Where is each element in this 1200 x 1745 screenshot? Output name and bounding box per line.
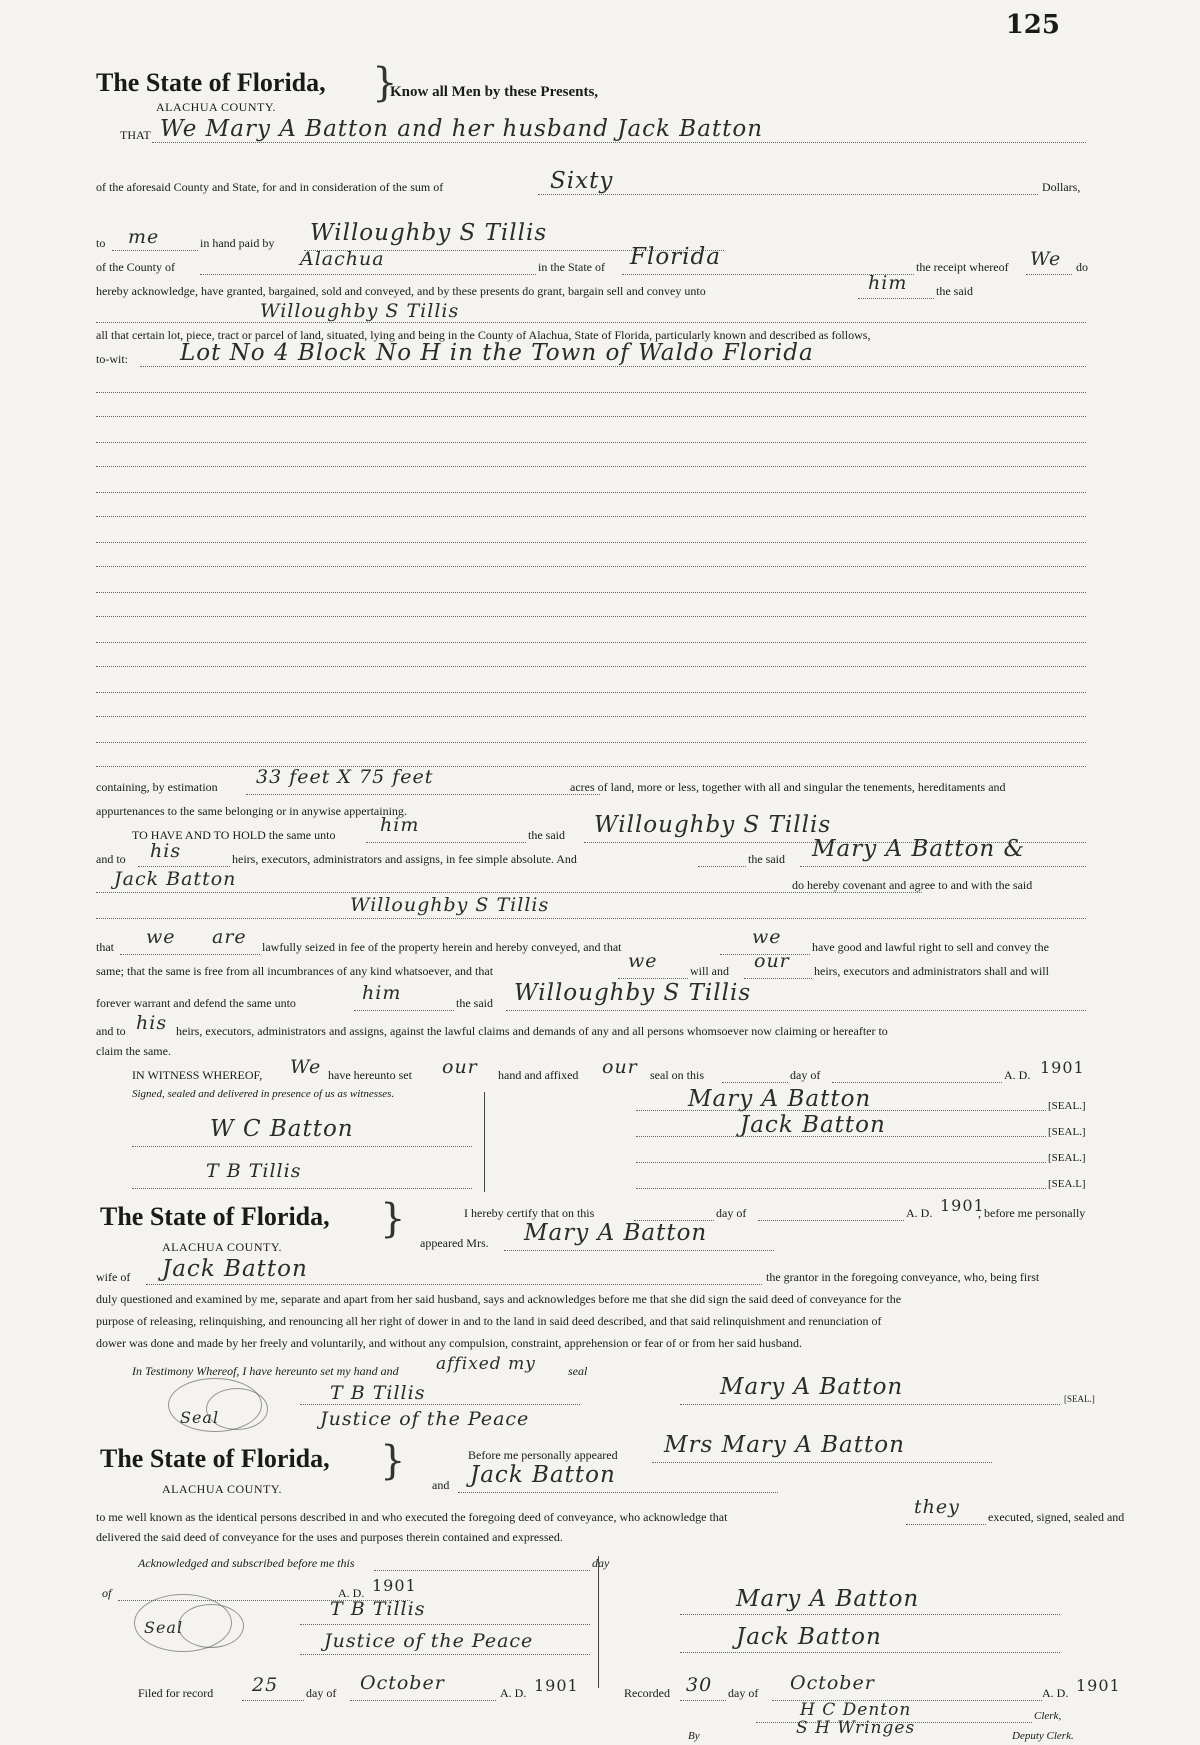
cert2-signer-1: Mary A Batton	[736, 1586, 920, 1612]
cert2-year: 1901	[372, 1576, 417, 1595]
our-value: our	[754, 950, 790, 972]
will-and: will and	[690, 964, 729, 978]
seized-text: lawfully seized in fee of the property herein and hereby conveyed, and that	[262, 940, 622, 954]
covenantors-1: Mary A Batton &	[812, 836, 1026, 862]
cert2-brace: }	[380, 1438, 406, 1484]
seal-1: [SEAL.]	[1048, 1100, 1086, 1112]
cert2-delivered-text: delivered the said deed of conveyance for the uses and purposes therein contained and expressed.	[96, 1530, 563, 1544]
cert2-state-title: The State of Florida,	[100, 1444, 330, 1473]
heirs-text: heirs, executors, administrators and assigns, in fee simple absolute. And	[232, 852, 577, 866]
cert1-para-2: purpose of releasing, relinquishing, and renouncing all her right of dower in and to the land in said deed described, and that said relinquishment and renunciation of	[96, 1314, 882, 1328]
witness-we: We	[290, 1056, 322, 1078]
claim-text: claim the same.	[96, 1044, 171, 1058]
clerk-label: Clerk,	[1034, 1710, 1062, 1722]
seal-2: [SEAL.]	[1048, 1126, 1086, 1138]
containing-value: 33 feet X 75 feet	[256, 766, 434, 788]
cert2-before-text: Before me personally appeared	[468, 1448, 618, 1462]
recorded-day-of: day of	[728, 1686, 759, 1700]
cert1-state-title: The State of Florida,	[100, 1202, 330, 1231]
cert2-known-text: to me well known as the identical persons described in and who executed the foregoing deed of conveyance, who acknowledge that	[96, 1510, 728, 1524]
cert2-they: they	[914, 1496, 960, 1518]
cert1-para-3: dower was done and made by her freely and voluntarily, and without any compulsion, constraint, apprehension or fear of or from her said husband.	[96, 1336, 803, 1350]
to-wit: to-wit:	[96, 352, 128, 366]
recorded-text: Recorded	[624, 1686, 670, 1700]
that-label: THAT	[120, 128, 151, 142]
cert1-officer-name: T B Tillis	[330, 1382, 426, 1404]
cert1-seal-word: seal	[568, 1364, 588, 1378]
cert2-ad: A. D.	[338, 1586, 365, 1600]
we-value: we	[146, 926, 176, 948]
to-have-text: TO HAVE AND TO HOLD the same unto	[132, 828, 336, 842]
recorded-ad: A. D.	[1042, 1686, 1069, 1700]
cert2-and: and	[432, 1478, 450, 1492]
know-all-men: Know all Men by these Presents,	[390, 84, 599, 100]
witness-1-signature: W C Batton	[210, 1116, 354, 1142]
cert1-ad: A. D.	[906, 1206, 933, 1220]
signer-1-signature: Mary A Batton	[688, 1086, 872, 1112]
witness-divider	[484, 1092, 485, 1192]
recorded-day: 30	[686, 1674, 713, 1696]
against-text: heirs, executors, administrators and assigns, against the lawful claims and demands of any and all persons whomsoever now claiming or hereafter to	[176, 1024, 888, 1038]
we-value-3: we	[628, 950, 658, 972]
and-to-2: and to	[96, 1024, 126, 1038]
page-number: 125	[1005, 10, 1060, 40]
to-value: me	[128, 226, 160, 248]
containing-label: containing, by estimation	[96, 780, 218, 794]
cert1-signature: Mary A Batton	[720, 1374, 904, 1400]
deputy-label: Deputy Clerk.	[1012, 1730, 1074, 1742]
that-label-2: that	[96, 940, 114, 954]
hands-affixed: hand and affixed	[498, 1068, 579, 1082]
witness-day-of: day of	[790, 1068, 821, 1082]
witness-year: 1901	[1040, 1058, 1085, 1077]
cert2-day-word: day	[592, 1556, 610, 1570]
receipt-label: the receipt whereof	[916, 260, 1009, 274]
filed-month: October	[360, 1672, 445, 1694]
seal-3: [SEAL.]	[1048, 1152, 1086, 1164]
header-brace: }	[372, 60, 398, 106]
forever-text: forever warrant and defend the same unto	[96, 996, 296, 1010]
signer-2-signature: Jack Batton	[740, 1112, 886, 1138]
state-value: Florida	[630, 244, 721, 270]
cert1-day-of: day of	[716, 1206, 747, 1220]
to-label: to	[96, 236, 106, 250]
cert2-of-word: of	[102, 1586, 112, 1600]
signed-text: Signed, sealed and delivered in presence of us as witnesses.	[132, 1088, 395, 1100]
clerk-name: H C Denton	[800, 1700, 912, 1720]
covenantors-2: Jack Batton	[114, 868, 237, 890]
heirs-value-2: his	[136, 1012, 168, 1034]
heirs-exec-text: heirs, executors and administrators shall and will	[814, 964, 1049, 978]
the-said-2: the said	[528, 828, 565, 842]
filed-text: Filed for record	[138, 1686, 214, 1700]
receipt-value: We	[1030, 248, 1062, 270]
cert1-appeared-name: Mary A Batton	[524, 1220, 708, 1246]
filed-ad: A. D.	[500, 1686, 527, 1700]
we-value-2: we	[752, 926, 782, 948]
all-that-text: all that certain lot, piece, tract or parcel of land, situated, lying and being in the County of Alachua, State of Florida, particularly known and described as follows,	[96, 328, 871, 342]
grantee-handwritten: Willoughby S Tillis	[310, 220, 548, 246]
cert1-affixed: affixed my	[436, 1354, 536, 1374]
the-said-3: the said	[456, 996, 493, 1010]
cert1-husband: Jack Batton	[162, 1256, 308, 1282]
witness-our-2: our	[602, 1056, 638, 1078]
description-handwritten: Lot No 4 Block No H in the Town of Waldo Florida	[180, 340, 814, 366]
covenant-text: do hereby covenant and agree to and with the said	[792, 878, 1033, 892]
state-title: The State of Florida,	[96, 68, 326, 97]
cert1-brace: }	[380, 1196, 406, 1242]
consideration-text: of the aforesaid County and State, for and in consideration of the sum of	[96, 180, 444, 194]
cert2-appeared-2: Jack Batton	[470, 1462, 616, 1488]
acknowledge-text: hereby acknowledge, have granted, bargained, sold and conveyed, and by these presents do grant, bargain sell and convey unto	[96, 284, 706, 298]
appurtenances-text: appurtenances to the same belonging or in anywise appertaining.	[96, 804, 407, 818]
cert2-seal-stamp: Seal	[144, 1618, 184, 1637]
are-value: are	[212, 926, 247, 948]
cert1-appeared: appeared Mrs.	[420, 1236, 489, 1250]
cert1-before-me: , before me personally	[978, 1206, 1086, 1220]
have-grantee: Willoughby S Tillis	[594, 812, 832, 838]
state-of-label: in the State of	[538, 260, 605, 274]
cert2-divider	[598, 1556, 599, 1688]
heirs-value: his	[150, 840, 182, 862]
cert1-year: 1901	[940, 1196, 985, 1215]
cert2-ack-text: Acknowledged and subscribed before me this	[138, 1556, 355, 1570]
recorded-month: October	[790, 1672, 875, 1694]
recorded-year: 1901	[1076, 1676, 1121, 1695]
witness-ad: A. D.	[1004, 1068, 1031, 1082]
cert2-officer-title: Justice of the Peace	[324, 1630, 534, 1652]
dollars-label: Dollars,	[1042, 180, 1081, 194]
county-value: Alachua	[300, 248, 385, 270]
cert2-signer-2: Jack Batton	[736, 1624, 882, 1650]
good-right-text: have good and lawful right to sell and convey the	[812, 940, 1049, 954]
witness-2-signature: T B Tillis	[206, 1160, 302, 1182]
cert2-officer-name: T B Tillis	[330, 1598, 426, 1620]
grantors-handwritten: We Mary A Batton and her husband Jack Batton	[160, 116, 764, 142]
filed-day-of: day of	[306, 1686, 337, 1700]
seal-on-this: seal on this	[650, 1068, 704, 1082]
forever-grantee: Willoughby S Tillis	[514, 980, 752, 1006]
cert1-testimony: In Testimony Whereof, I have hereunto set my hand and	[132, 1364, 399, 1378]
filed-day: 25	[252, 1674, 279, 1696]
deputy-name: S H Wringes	[796, 1718, 916, 1738]
the-said-1: the said	[936, 284, 973, 298]
cert1-wife-of: wife of	[96, 1270, 131, 1284]
cert1-para-1: duly questioned and examined by me, separate and apart from her said husband, says and acknowledges before me that she did sign the said deed of conveyance for the	[96, 1292, 902, 1306]
cert2-county: ALACHUA COUNTY.	[162, 1482, 282, 1496]
grantee-line: Willoughby S Tillis	[260, 300, 460, 322]
witness-our-1: our	[442, 1056, 478, 1078]
cert1-county: ALACHUA COUNTY.	[162, 1240, 282, 1254]
and-to-1: and to	[96, 852, 126, 866]
covenant-grantee: Willoughby S Tillis	[350, 894, 550, 916]
cert1-officer-title: Justice of the Peace	[320, 1408, 530, 1430]
paid-by-label: in hand paid by	[200, 236, 275, 250]
do-label: do	[1076, 260, 1088, 274]
have-hereunto: have hereunto set	[328, 1068, 412, 1082]
cert2-appeared-1: Mrs Mary A Batton	[664, 1432, 905, 1458]
seal-4: [SEA.L]	[1048, 1178, 1086, 1190]
county-of-label: of the County of	[96, 260, 175, 274]
forever-unto: him	[362, 982, 402, 1004]
county-label: ALACHUA COUNTY.	[156, 100, 276, 114]
cert2-executed-text: executed, signed, sealed and	[988, 1510, 1125, 1524]
cert1-grantor-text: the grantor in the foregoing conveyance, who, being first	[766, 1270, 1040, 1284]
convey-unto: him	[868, 272, 908, 294]
free-text: same; that the same is free from all incumbrances of any kind whatsoever, and that	[96, 964, 494, 978]
cert1-seal-stamp: Seal	[180, 1408, 220, 1427]
and-the-said: the said	[748, 852, 785, 866]
in-witness-text: IN WITNESS WHEREOF,	[132, 1068, 263, 1082]
acres-text: acres of land, more or less, together with all and singular the tenements, hereditaments and	[570, 780, 1006, 794]
cert1-certify-text: I hereby certify that on this	[464, 1206, 595, 1220]
sum-handwritten: Sixty	[550, 168, 614, 194]
filed-year: 1901	[534, 1676, 579, 1695]
have-unto: him	[380, 814, 420, 836]
cert1-seal-label: [SEAL.]	[1064, 1394, 1095, 1404]
by-label: By	[688, 1730, 700, 1742]
